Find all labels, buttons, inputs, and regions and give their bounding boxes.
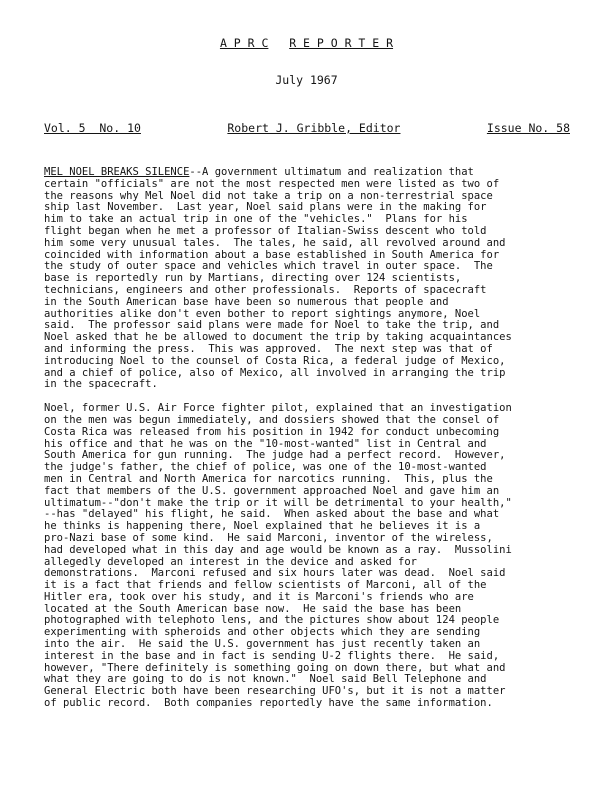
masthead-title-right: R E P O R T E R	[289, 36, 394, 50]
text-line: coincided with information about a base established in South America for	[44, 249, 500, 261]
text-line: the reasons why Mel Noel did not take a trip on a non-terrestrial space	[44, 190, 493, 202]
text-line: Noel asked that he be allowed to document the trip by taking acquaintances	[44, 332, 512, 344]
text-line: allegedly developed an interest in the device and asked for	[44, 556, 417, 568]
text-line: technicians, engineers and other professionals. Reports of spacecraft	[44, 284, 487, 296]
masthead-title	[0, 36, 613, 50]
editor-credit: Robert J. Gribble, Editor	[227, 121, 401, 135]
text-line: General Electric both have been researching UFO's, but it is not a matter	[44, 686, 506, 698]
article-body	[44, 167, 570, 710]
text-line: however, "There definitely is something going on down there, but what and	[44, 662, 506, 674]
text-line: on the men was begun immediately, and dossiers showed that the consel of	[44, 414, 500, 426]
text-line: pro-Nazi base of some kind. He said Marconi, inventor of the wireless,	[44, 532, 493, 544]
text-line: located at the South American base now. He said the base has been	[44, 603, 462, 615]
text-line: demonstrations. Marconi refused and six hours later was dead. Noel said	[44, 568, 506, 580]
text-line: experimenting with spheroids and other objects which they are sending	[44, 627, 481, 639]
text-line: into the air. He said the U.S. government has just recently taken an	[44, 639, 481, 651]
text-line: the study of outer space and vehicles which travel in outer space. The	[44, 261, 493, 273]
paragraph-spacer	[44, 391, 570, 403]
text-line: fact that members of the U.S. government approached Noel and gave him an	[44, 485, 500, 497]
text-line: men in Central and North America for narcotics running. This, plus the	[44, 473, 493, 485]
text-line: it is a fact that friends and fellow scientists of Marconi, all of the	[44, 580, 487, 592]
text-line: his office and that he was on the "10-most-wanted" list in Central and	[44, 438, 487, 450]
paragraph-2	[44, 403, 570, 710]
text-line: said. The professor said plans were made for Noel to take the trip, and	[44, 320, 500, 332]
text-line: South America for gun running. The judge had a perfect record. However,	[44, 450, 506, 462]
text-line: interest in the base and in fact is sending U-2 flights there. He said,	[44, 650, 500, 662]
text-line: --has "delayed" his flight, he said. When asked about the base and what	[44, 509, 500, 521]
text-line: the judge's father, the chief of police, was one of the 10-most-wanted	[44, 462, 487, 474]
article-first-line	[44, 167, 570, 179]
text-line: base is reportedly run by Martians, directing over 124 scientists,	[44, 273, 462, 285]
text-line: authorities alike don't even bother to report sightings anymore, Noel	[44, 308, 481, 320]
issue-number: Issue No. 58	[486, 121, 570, 135]
volume-number: Vol. 5 No. 10	[44, 121, 141, 135]
text-line: of public record. Both companies reportedly have the same information.	[44, 698, 493, 710]
text-line: he thinks is happening there, Noel explained that he believes it is a	[44, 521, 481, 533]
text-line: him some very unusual tales. The tales, he said, all revolved around and	[44, 237, 506, 249]
article-headline: MEL NOEL BREAKS SILENCE	[44, 167, 190, 178]
text-line: ship last November. Last year, Noel said plans were in the making for	[44, 202, 487, 214]
text-line: him to take an actual trip in one of the "vehicles." Plans for his	[44, 214, 468, 226]
article-first-line-rest: --A government ultimatum and realization that	[189, 167, 474, 178]
text-line: had developed what in this day and age would be known as a ray. Mussolini	[44, 544, 512, 556]
text-line: introducing Noel to the counsel of Costa Rica, a federal judge of Mexico,	[44, 355, 506, 367]
text-line: photographed with telephoto lens, and the pictures show about 124 people	[44, 615, 500, 627]
text-line: in the South American base have been so numerous that people and	[44, 296, 449, 308]
masthead-title-left: A P R C	[219, 36, 269, 50]
volume-line	[44, 121, 570, 135]
text-line: in the spacecraft.	[44, 379, 158, 391]
text-line: ultimatum--"don't make the trip or it will be detrimental to your health,"	[44, 497, 512, 509]
text-line: Costa Rica was released from his position in 1942 for conduct unbecoming	[44, 426, 500, 438]
text-line: and informing the press. This was approved. The next step was that of	[44, 343, 493, 355]
text-line: and a chief of police, also of Mexico, all involved in arranging the trip	[44, 367, 506, 379]
text-line: flight began when he met a professor of Italian-Swiss descent who told	[44, 225, 487, 237]
text-line: what they are going to do is not known." Noel said Bell Telephone and	[44, 674, 487, 686]
text-line: Noel, former U.S. Air Force fighter pilot, explained that an investigation	[44, 403, 512, 415]
issue-date: July 1967	[275, 73, 338, 87]
text-line: certain "officials" are not the most respected men were listed as two of	[44, 178, 500, 190]
paragraph-1	[44, 179, 570, 391]
text-line: Hitler era, took over his study, and it is Marconi's friends who are	[44, 591, 474, 603]
